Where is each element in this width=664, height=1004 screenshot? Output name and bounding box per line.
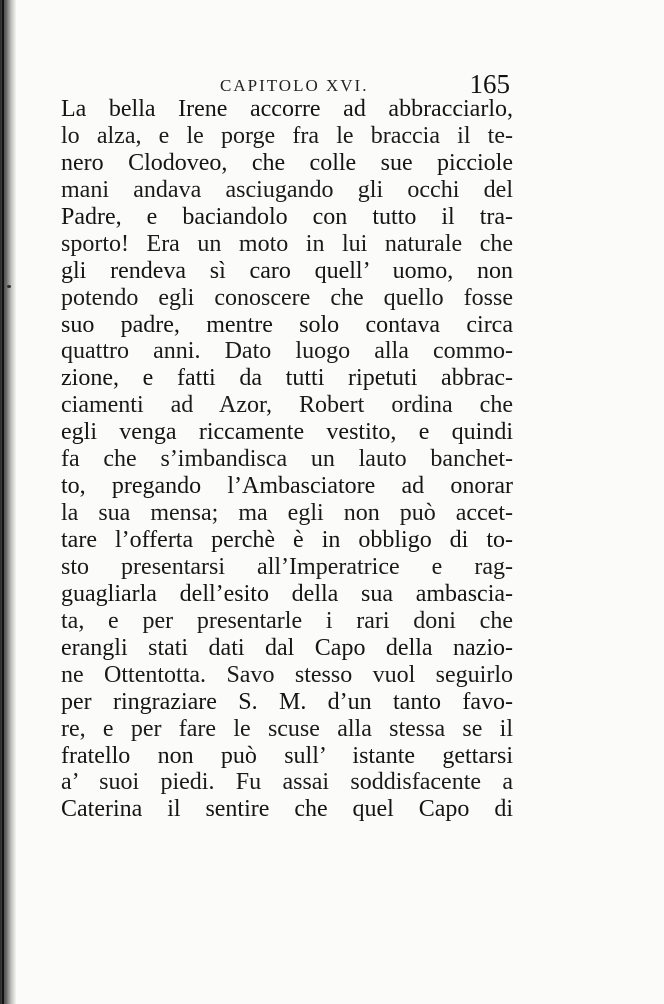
text-line: zione, e fatti da tutti ripetuti abbrac- (61, 365, 513, 392)
text-line: nero Clodoveo, che colle sue picciole (61, 149, 513, 176)
text-line: ta, e per presentarle i rari doni che (61, 607, 513, 634)
text-line: to, pregando l’Ambasciatore ad onorar (61, 473, 513, 500)
text-line: quattro anni. Dato luogo alla commo- (61, 338, 513, 365)
text-line: suo padre, mentre solo contava circa (61, 311, 513, 338)
text-line: Caterina il sentire che quel Capo di (61, 796, 513, 823)
text-line: egli venga riccamente vestito, e quindi (61, 419, 513, 446)
text-line: Padre, e baciandolo con tutto il tra- (61, 203, 513, 230)
page-number: 165 (469, 69, 510, 99)
text-line: per ringraziare S. M. d’un tanto favo- (61, 688, 513, 715)
text-line: La bella Irene accorre ad abbracciarlo, (61, 96, 513, 122)
text-line: sto presentarsi all’Imperatrice e rag- (61, 553, 513, 580)
text-line: gli rendeva sì caro quell’ uomo, non (61, 257, 513, 284)
text-line: lo alza, e le porge fra le braccia il te- (61, 122, 513, 149)
text-line: a’ suoi piedi. Fu assai soddisfacente a (61, 769, 513, 796)
text-line: sporto! Era un moto in lui naturale che (61, 230, 513, 257)
text-line: la sua mensa; ma egli non può accet- (61, 500, 513, 527)
text-line: ne Ottentotta. Savo stesso vuol seguirlo (61, 661, 513, 688)
text-line: potendo egli conoscere che quello fosse (61, 284, 513, 311)
text-line: erangli stati dati dal Capo della nazio- (61, 634, 513, 661)
text-line: mani andava asciugando gli occhi del (61, 176, 513, 203)
chapter-title: CAPITOLO XVI. (220, 76, 369, 95)
scan-speck (7, 285, 11, 288)
text-line: fa che s’imbandisca un lauto banchet- (61, 446, 513, 473)
text-line: re, e per fare le scuse alla stessa se il (61, 715, 513, 742)
page-binding-shadow (0, 0, 16, 1004)
text-line: tare l’offerta perchè è in obbligo di to- (61, 527, 513, 553)
body-text (61, 96, 513, 823)
text-line: fratello non può sull’ istante gettarsi (61, 742, 513, 769)
text-line: guagliarla dell’esito della sua ambascia- (61, 580, 513, 607)
text-line: ciamenti ad Azor, Robert ordina che (61, 392, 513, 419)
